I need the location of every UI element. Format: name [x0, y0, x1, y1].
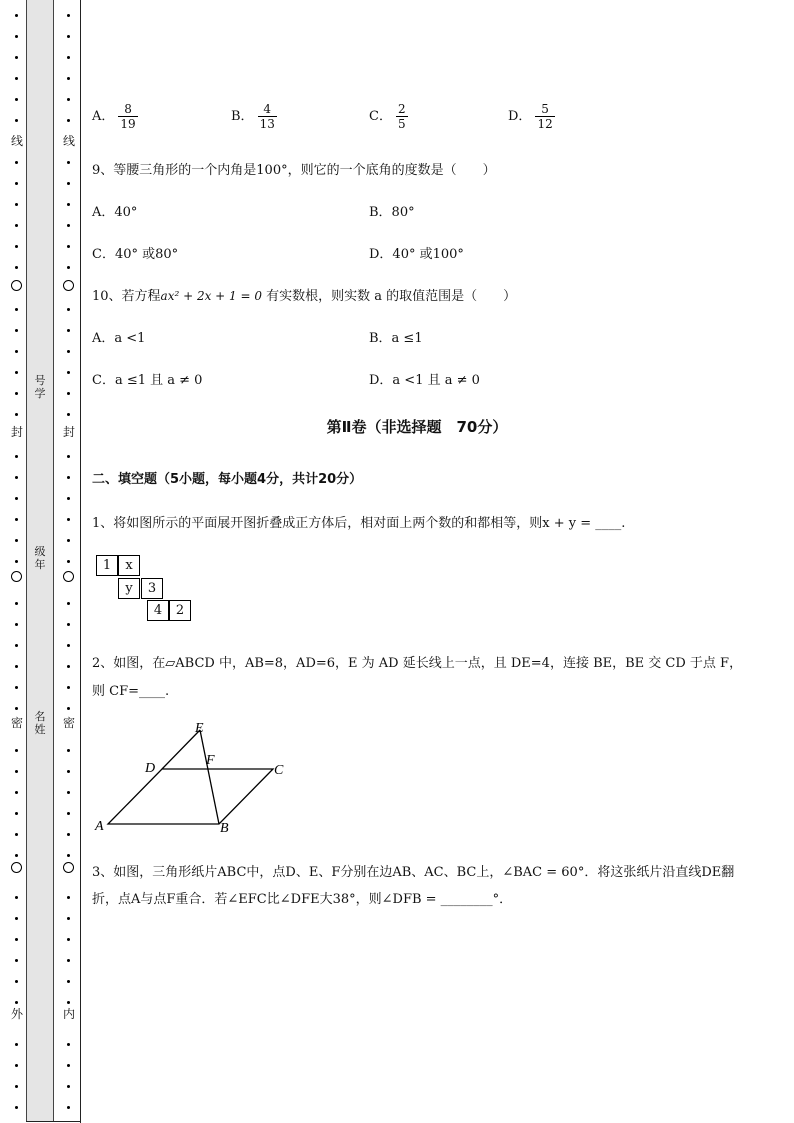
- binding-dot: [67, 329, 70, 332]
- net-cell: x: [118, 555, 140, 576]
- binding-dot: [15, 245, 18, 248]
- outer-mark-feng: 封: [4, 425, 30, 439]
- q8-option-d: [508, 102, 555, 131]
- binding-dot: [15, 518, 18, 521]
- numerator: 2: [397, 102, 406, 116]
- binding-dot: [15, 203, 18, 206]
- binding-dot: [67, 98, 70, 101]
- binding-dot: [67, 266, 70, 269]
- inner-mark-mi: 密: [56, 716, 82, 730]
- binding-dot: [67, 224, 70, 227]
- q8-option-a: [92, 102, 138, 131]
- inner-binding-strip: [56, 0, 82, 1121]
- binding-dot: [67, 770, 70, 773]
- binding-dot: [67, 707, 70, 710]
- binding-dot: [15, 35, 18, 38]
- option-letter: C．: [369, 109, 392, 124]
- q10-stem-suffix: 有实数根，则实数 a 的取值范围是（ ）: [262, 289, 517, 304]
- binding-circle: [11, 280, 22, 291]
- inner-mark-feng: 封: [56, 425, 82, 439]
- binding-dot: [15, 266, 18, 269]
- binding-dot: [67, 854, 70, 857]
- binding-dot: [15, 686, 18, 689]
- outer-mark-xian: 线: [4, 134, 30, 148]
- net-cell: y: [118, 578, 140, 599]
- q10-option-d: D．a <1 且 a ≠ 0: [369, 373, 480, 388]
- binding-dot: [67, 1043, 70, 1046]
- binding-dot: [67, 161, 70, 164]
- denominator: 13: [259, 117, 275, 131]
- option-letter: B．: [231, 109, 254, 124]
- q10-stem-prefix: 10、若方程: [92, 289, 161, 304]
- binding-dot: [67, 497, 70, 500]
- f3-stem-line2: 折，点A与点F重合．若∠EFC比∠DFE大38°，则∠DFB = ________°．: [92, 892, 513, 907]
- binding-circle: [63, 280, 74, 291]
- binding-dot: [67, 203, 70, 206]
- binding-dot: [67, 182, 70, 185]
- net-cell: 4: [147, 600, 169, 621]
- binding-dot: [67, 938, 70, 941]
- binding-dot: [67, 644, 70, 647]
- binding-dot: [15, 623, 18, 626]
- binding-dot: [67, 623, 70, 626]
- fraction: [535, 102, 554, 131]
- binding-circle: [11, 571, 22, 582]
- f3-stem-line1: 3、如图，三角形纸片ABC中，点D、E、F分别在边AB、AC、BC上，∠BAC = 60°．将这张纸片沿直线DE翻: [92, 865, 735, 880]
- binding-dot: [67, 476, 70, 479]
- option-letter: A．: [92, 109, 115, 124]
- binding-dot: [67, 56, 70, 59]
- binding-dot: [67, 959, 70, 962]
- field-name: 名姓: [34, 710, 46, 736]
- binding-dot: [15, 539, 18, 542]
- binding-circle: [63, 862, 74, 873]
- binding-dot: [15, 329, 18, 332]
- binding-dot: [67, 539, 70, 542]
- net-cell: 2: [169, 600, 191, 621]
- binding-dot: [67, 1001, 70, 1004]
- binding-dot: [15, 812, 18, 815]
- binding-dot: [15, 224, 18, 227]
- option-letter: D．: [508, 109, 532, 124]
- q9-option-b: B．80°: [369, 205, 415, 220]
- fraction: [258, 102, 277, 131]
- q10-option-c: C．a ≤1 且 a ≠ 0: [92, 373, 203, 388]
- binding-dot: [67, 833, 70, 836]
- binding-dot: [15, 161, 18, 164]
- binding-dot: [67, 1064, 70, 1067]
- binding-dot: [15, 1001, 18, 1004]
- margin-rule: [80, 0, 81, 1123]
- binding-dot: [15, 119, 18, 122]
- denominator: 5: [397, 117, 406, 131]
- q10-option-b: B．a ≤1: [369, 331, 423, 346]
- binding-dot: [67, 350, 70, 353]
- binding-dot: [67, 602, 70, 605]
- fraction: [118, 102, 137, 131]
- f1-stem: 1、将如图所示的平面展开图折叠成正方体后，相对面上两个数的和都相等，则x + y = ____.: [92, 516, 626, 531]
- binding-dot: [15, 77, 18, 80]
- binding-dot: [67, 1085, 70, 1088]
- binding-dot: [15, 350, 18, 353]
- binding-dot: [67, 791, 70, 794]
- label-a: A: [95, 819, 104, 834]
- binding-dot: [67, 245, 70, 248]
- binding-dot: [67, 455, 70, 458]
- q9-option-c: C．40° 或80°: [92, 247, 179, 262]
- q9-option-a: A．40°: [92, 205, 138, 220]
- binding-dot: [15, 602, 18, 605]
- field-student-number: 号学: [34, 374, 46, 400]
- net-cell: 1: [96, 555, 118, 576]
- label-d: D: [145, 761, 156, 776]
- binding-dot: [15, 770, 18, 773]
- q10-option-a: A．a <1: [92, 331, 146, 346]
- binding-dot: [15, 1085, 18, 1088]
- inner-mark-xian: 线: [56, 134, 82, 148]
- q8-option-c: [369, 102, 408, 131]
- section-2-title: 第Ⅱ卷（非选择题 70分）: [326, 418, 508, 436]
- binding-dot: [15, 917, 18, 920]
- inner-mark-nei: 内: [56, 1007, 82, 1021]
- binding-dot: [67, 749, 70, 752]
- fill-in-title: 二、填空题（5小题，每小题4分，共计20分）: [92, 472, 363, 487]
- binding-dot: [67, 119, 70, 122]
- binding-dot: [15, 665, 18, 668]
- binding-dot: [67, 665, 70, 668]
- binding-dot: [15, 14, 18, 17]
- numerator: 5: [541, 102, 549, 116]
- q9-stem: 9、等腰三角形的一个内角是100°，则它的一个底角的度数是（ ）: [92, 163, 496, 178]
- segment-be: [200, 730, 219, 824]
- binding-dot: [67, 1106, 70, 1109]
- student-info-band: [26, 0, 54, 1121]
- binding-dot: [15, 1043, 18, 1046]
- binding-dot: [67, 980, 70, 983]
- label-e: E: [195, 721, 204, 736]
- net-cell: 3: [141, 578, 163, 599]
- label-f: F: [206, 753, 215, 768]
- parallelogram-figure: [92, 712, 302, 837]
- binding-dot: [15, 497, 18, 500]
- binding-dot: [15, 959, 18, 962]
- binding-dot: [15, 371, 18, 374]
- fraction: [396, 102, 408, 131]
- field-grade: 级年: [34, 545, 46, 571]
- binding-dot: [15, 392, 18, 395]
- binding-dot: [15, 56, 18, 59]
- binding-dot: [67, 371, 70, 374]
- binding-dot: [15, 644, 18, 647]
- binding-dot: [67, 392, 70, 395]
- binding-dot: [15, 308, 18, 311]
- binding-dot: [67, 560, 70, 563]
- binding-dot: [15, 833, 18, 836]
- parallelogram-abcd: [108, 769, 273, 824]
- outer-mark-mi: 密: [4, 716, 30, 730]
- binding-dot: [67, 896, 70, 899]
- binding-dot: [15, 938, 18, 941]
- cube-net-figure: [96, 555, 196, 625]
- binding-dot: [15, 560, 18, 563]
- binding-dot: [15, 707, 18, 710]
- binding-dot: [67, 686, 70, 689]
- label-b: B: [220, 821, 229, 836]
- binding-dot: [67, 308, 70, 311]
- binding-dot: [67, 14, 70, 17]
- binding-dot: [67, 917, 70, 920]
- binding-dot: [67, 812, 70, 815]
- binding-dot: [15, 1106, 18, 1109]
- binding-dot: [67, 35, 70, 38]
- binding-dot: [15, 413, 18, 416]
- inner-dotted-line: [56, 0, 82, 1121]
- binding-dot: [67, 413, 70, 416]
- label-c: C: [274, 763, 284, 778]
- binding-dot: [67, 518, 70, 521]
- binding-dot: [15, 455, 18, 458]
- binding-dot: [15, 854, 18, 857]
- binding-dot: [15, 791, 18, 794]
- binding-dot: [67, 77, 70, 80]
- denominator: 12: [537, 117, 553, 131]
- f2-stem-line1: 2、如图，在▱ABCD 中，AB=8，AD=6，E 为 AD 延长线上一点，且 DE=4，连接 BE，BE 交 CD 于点 F，: [92, 656, 743, 671]
- denominator: 19: [120, 117, 136, 131]
- outer-mark-wai: 外: [4, 1007, 30, 1021]
- binding-dot: [15, 182, 18, 185]
- binding-dot: [15, 476, 18, 479]
- f2-stem-line2: 则 CF=____.: [92, 684, 170, 699]
- binding-dot: [15, 980, 18, 983]
- binding-dot: [15, 896, 18, 899]
- binding-dot: [15, 749, 18, 752]
- binding-dot: [15, 98, 18, 101]
- numerator: 8: [124, 102, 132, 116]
- q9-option-d: D．40° 或100°: [369, 247, 464, 262]
- q10-equation: ax² + 2x + 1 = 0: [160, 289, 263, 303]
- numerator: 4: [263, 102, 272, 116]
- margin-bottom-rule: [26, 1121, 81, 1122]
- binding-circle: [63, 571, 74, 582]
- q10-stem: [92, 285, 516, 304]
- binding-circle: [11, 862, 22, 873]
- binding-dot: [15, 1064, 18, 1067]
- q8-option-b: [231, 102, 277, 131]
